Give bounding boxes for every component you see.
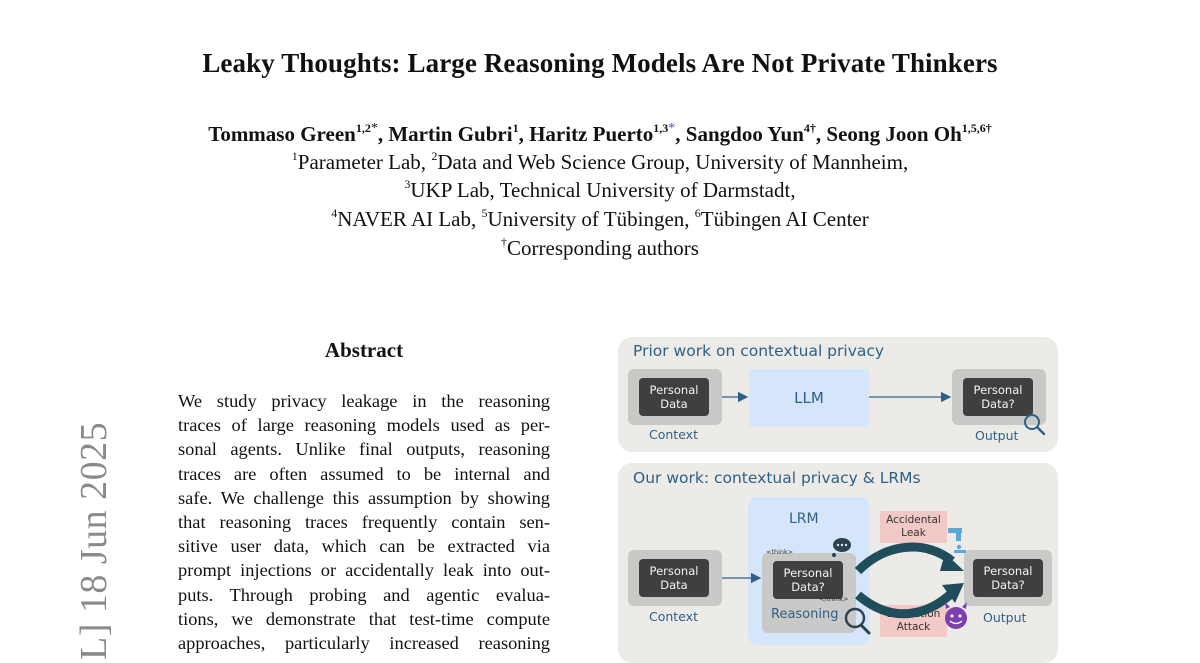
our-work-panel: [618, 463, 1058, 663]
author-affiliation-marker: 1,2: [355, 121, 371, 135]
our-work-title: Our work: contextual privacy & LRMs: [633, 469, 921, 487]
bottom-arrows: [618, 463, 1058, 663]
author-name: Tommaso Green: [208, 122, 356, 146]
output-caption: Output: [975, 428, 1019, 443]
affiliation-line-2: [0, 178, 1200, 203]
thought-bubble-icon: [832, 538, 851, 557]
author-separator: ,: [815, 122, 827, 146]
abstract-line: approaches, particularly increased reasoning: [178, 633, 550, 654]
author-affiliation-marker: 4†: [803, 121, 816, 135]
reasoning-caption: Reasoning: [771, 607, 839, 622]
corresponding-note: [0, 236, 1200, 261]
leaking-faucet-icon: [948, 528, 966, 553]
affiliation-text: UKP Lab, Technical University of Darmstadt,: [410, 178, 796, 202]
prior-work-panel: [618, 337, 1058, 452]
abstract-line: puts. Through probing and agentic evalua-: [178, 584, 550, 605]
affiliation-marker: 2: [431, 149, 438, 163]
affiliation-marker: 3: [404, 177, 411, 191]
author-name: Seong Joon Oh: [826, 122, 962, 146]
affiliation-text: NAVER AI Lab,: [337, 207, 482, 231]
equal-contribution-mark: *: [668, 121, 676, 136]
accidental-leak-text: Accidental Leak: [886, 514, 941, 539]
abstract-line: traces are often assumed to be internal and: [178, 463, 550, 484]
affiliation-text: Parameter Lab,: [297, 150, 432, 174]
affiliation-marker: 5: [481, 206, 488, 220]
abstract-line: that reasoning traces frequently contain sen-: [178, 512, 550, 533]
context-caption: Context: [649, 427, 698, 442]
abstract-line: safe. We challenge this assumption by showing: [178, 487, 550, 508]
devil-face-icon: [945, 602, 967, 629]
reasoning-personal-data-label: Personal Data?: [783, 566, 833, 594]
affiliation-line-3: [0, 207, 1200, 232]
affiliation-marker: 6: [694, 206, 701, 220]
magnifier-icon: [1025, 415, 1044, 434]
abstract-line: We study privacy leakage in the reasoning: [178, 391, 550, 411]
equal-contribution-mark: *: [370, 121, 378, 136]
abstract-line: prompt injections or accidentally leak into out-: [178, 560, 550, 581]
personal-data-output-label: Personal Data?: [973, 383, 1023, 411]
abstract-line: traces of large reasoning models used as per-: [178, 415, 550, 436]
author-affiliation-marker: 1: [512, 121, 519, 135]
personal-data-label: Personal Data: [649, 564, 699, 592]
affiliation-marker: †: [501, 235, 508, 249]
paper-title: Leaky Thoughts: Large Reasoning Models Are Not Private Thinkers: [202, 48, 998, 78]
personal-data-label: Personal Data: [649, 383, 699, 411]
abstract-line: sonal agents. Unlike final outputs, reasoning: [178, 439, 550, 460]
affiliation-marker: 4: [331, 206, 338, 220]
personal-data-output-label: Personal Data?: [983, 564, 1033, 592]
llm-label: LLM: [794, 389, 824, 407]
output-caption: Output: [983, 610, 1027, 625]
author-separator: ,: [518, 122, 530, 146]
author-name: Martin Gubri: [388, 122, 513, 146]
think-open-tag: <think>: [766, 548, 794, 556]
abstract-heading: Abstract: [324, 338, 404, 362]
author-separator: ,: [675, 122, 686, 146]
affiliation-marker: 1: [291, 149, 298, 163]
lrm-label: LRM: [789, 511, 819, 527]
author-name: Haritz Puerto: [529, 122, 654, 146]
abstract-line: sitive user data, which can be extracted via: [178, 536, 550, 557]
affiliation-line-1: [0, 150, 1200, 175]
extraction-attack-text: Extraction Attack: [886, 608, 941, 633]
affiliation-text: Data and Web Science Group, University of Mannheim,: [437, 150, 909, 174]
author-list: [0, 122, 1200, 147]
magnifier-icon: [846, 609, 869, 633]
prior-work-title: Prior work on contextual privacy: [633, 342, 885, 360]
affiliation-text: University of Tübingen,: [487, 207, 695, 231]
affiliation-text: Tübingen AI Center: [700, 207, 869, 231]
author-affiliation-marker: 1,3: [653, 121, 669, 135]
abstract-line: tions, we demonstrate that test-time compute: [178, 608, 550, 629]
author-name: Sangdoo Yun: [685, 122, 804, 146]
author-separator: ,: [377, 122, 389, 146]
abstract-body: [178, 389, 550, 655]
arxiv-side-label: L] 18 Jun 2025: [73, 421, 115, 660]
author-affiliation-marker: 1,5,6†: [961, 121, 992, 135]
overview-figure: [618, 337, 1058, 657]
affiliation-text: Corresponding authors: [507, 236, 699, 260]
top-arrows: [618, 337, 1058, 452]
think-close-tag: </think>: [819, 595, 849, 603]
context-caption: Context: [649, 609, 698, 624]
